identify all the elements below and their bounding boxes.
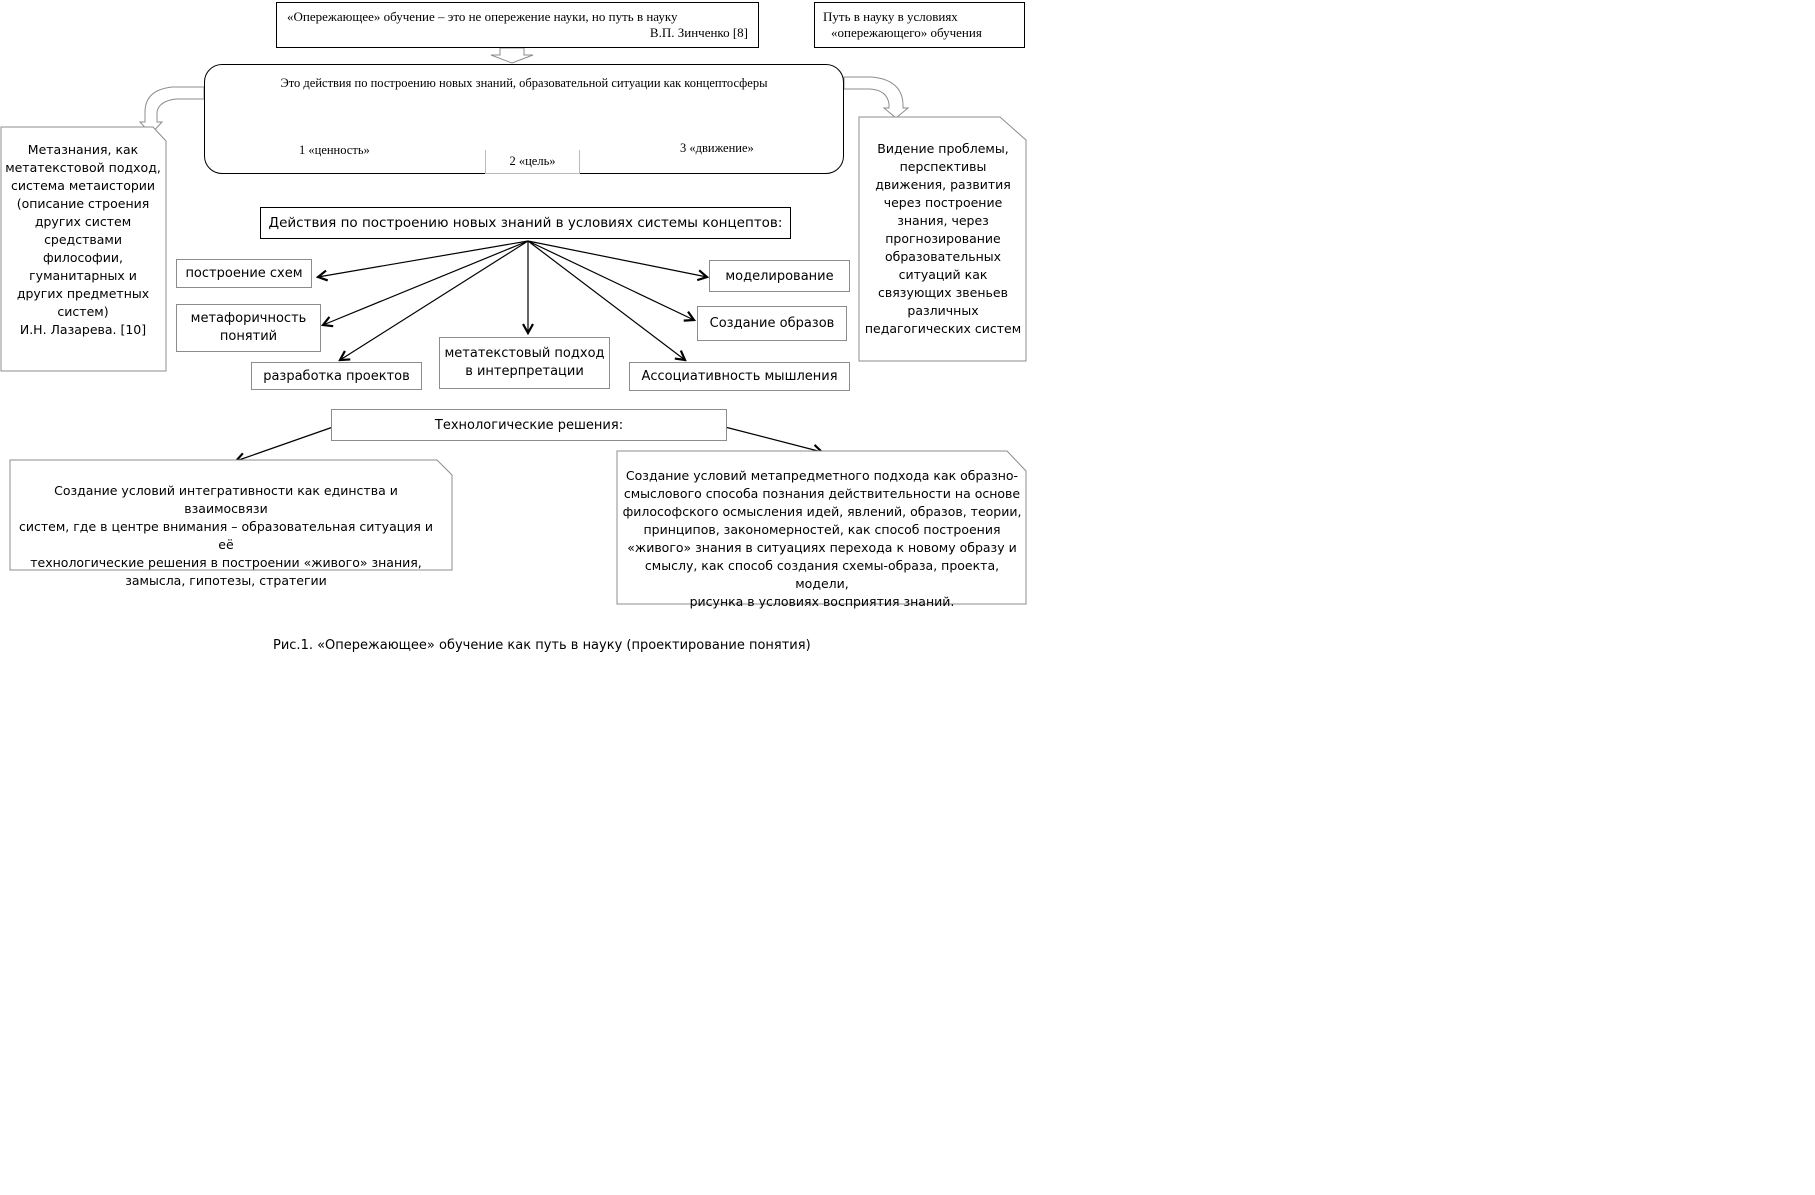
main-title: Это действия по построению новых знаний, образовательной ситуации как концептосферы: [280, 76, 768, 90]
action-projects-label: разработка проектов: [263, 368, 410, 384]
right-note-line: перспективы: [899, 159, 987, 174]
right-note-line: знания, через: [897, 213, 989, 228]
action-modeling: [709, 260, 850, 292]
action-metatext-line1: метатекстовый подход: [444, 346, 605, 361]
left-note-line: других систем: [34, 214, 132, 229]
action-metaphor: [176, 304, 321, 352]
bottom-left-line: замысла, гипотезы, стратегии: [125, 573, 327, 588]
main-item-movement: 3 «движение»: [680, 141, 754, 155]
bottom-right-line: философского осмысления идей, явлений, образов, теории,: [622, 504, 1022, 519]
right-note-text: [862, 140, 1024, 338]
left-note-line: философии,: [43, 250, 123, 265]
bottom-right-line: «живого» знания в ситуациях перехода к новому образу и: [627, 540, 1017, 555]
left-note-line: И.Н. Лазарева. [10]: [19, 322, 147, 337]
right-note-line: прогнозирование: [885, 231, 1001, 246]
right-note-line: образовательных: [884, 249, 1002, 264]
action-metatext: [439, 337, 610, 389]
bottom-left-line: систем, где в центре внимания – образовательная ситуация и её: [19, 519, 433, 552]
left-note-line: систем): [57, 304, 109, 319]
action-images: [697, 306, 847, 341]
action-build-schemes: [176, 259, 312, 288]
bottom-right-line: Создание условий метапредметного подхода как образно-: [625, 468, 1019, 483]
action-metaphor-line2: понятий: [219, 329, 278, 344]
right-note-line: через построение: [883, 195, 1003, 210]
main-item-value: 1 «ценность»: [299, 143, 370, 157]
top-right-line2: «опережающего» обучения: [831, 25, 982, 40]
bottom-right-line: смыслового способа познания действительности на основе: [623, 486, 1021, 501]
bottom-right-line: рисунка в условиях восприятия знаний.: [689, 594, 955, 609]
arrow-to-modeling: [528, 241, 707, 277]
arrow-to-metaphor: [323, 241, 528, 325]
action-modeling-label: моделирование: [725, 268, 834, 284]
down-arrow-quote: [491, 48, 533, 63]
curved-arrow-right: [844, 77, 908, 118]
arrow-to-images: [528, 241, 694, 320]
bottom-left-line: технологические решения в построении «живого» знания,: [30, 555, 422, 570]
quote-box: [276, 2, 759, 48]
quote-author: В.П. Зинченко [8]: [649, 25, 748, 40]
left-note-line: других предметных: [16, 286, 150, 301]
right-note-line: различных: [907, 303, 979, 318]
left-note-line: гуманитарных и: [29, 268, 137, 283]
tech-header-text: Технологические решения:: [434, 417, 624, 433]
arrow-to-schemes: [318, 241, 528, 277]
action-metatext-line2: в интерпретации: [465, 364, 584, 379]
right-note-line: ситуаций как: [898, 267, 988, 282]
action-projects: [251, 362, 422, 390]
action-images-label: Создание образов: [709, 316, 835, 331]
left-note-line: средствами: [44, 232, 122, 247]
action-associative: [629, 362, 850, 391]
bottom-left-text: [14, 482, 438, 590]
left-note-line: Метазнания, как: [27, 142, 139, 157]
bottom-right-line: принципов, закономерностей, как способ построения: [643, 522, 1001, 537]
arrow-to-bottom-left: [236, 427, 333, 461]
bottom-right-line: смыслу, как способ создания схемы-образа, проекта, модели,: [644, 558, 1000, 591]
left-note-text: [4, 141, 162, 339]
right-note-line: Видение проблемы,: [877, 141, 1009, 156]
action-metaphor-line1: метафоричность: [190, 311, 307, 326]
figure-caption: Рис.1. «Опережающее» обучение как путь в науку (проектирование понятия): [273, 638, 811, 653]
arrow-to-bottom-right: [725, 427, 822, 452]
left-note-line: метатекстовой подход,: [5, 160, 161, 175]
right-note-line: связующих звеньев: [878, 285, 1008, 300]
left-note-line: (описание строения: [16, 196, 150, 211]
bottom-right-text: [620, 467, 1024, 611]
top-right-box: [814, 2, 1025, 48]
actions-header-text: Действия по построению новых знаний в условиях системы концептов:: [268, 215, 783, 231]
action-build-schemes-label: построение схем: [185, 266, 303, 281]
quote-text: «Опережающее» обучение – это не опережение науки, но путь в науку: [287, 9, 678, 24]
right-note-line: педагогических систем: [864, 321, 1022, 336]
action-associative-label: Ассоциативность мышления: [641, 369, 838, 384]
tech-header: [331, 409, 727, 441]
left-note-line: система метаистории: [10, 178, 156, 193]
top-right-line1: Путь в науку в условиях: [823, 9, 958, 24]
main-item-goal-tab: [485, 150, 580, 174]
main-item-goal: 2 «цель»: [509, 154, 556, 168]
bottom-left-line: Создание условий интегративности как единства и взаимосвязи: [54, 483, 398, 516]
actions-header: [260, 207, 791, 239]
right-note-line: движения, развития: [875, 177, 1011, 192]
